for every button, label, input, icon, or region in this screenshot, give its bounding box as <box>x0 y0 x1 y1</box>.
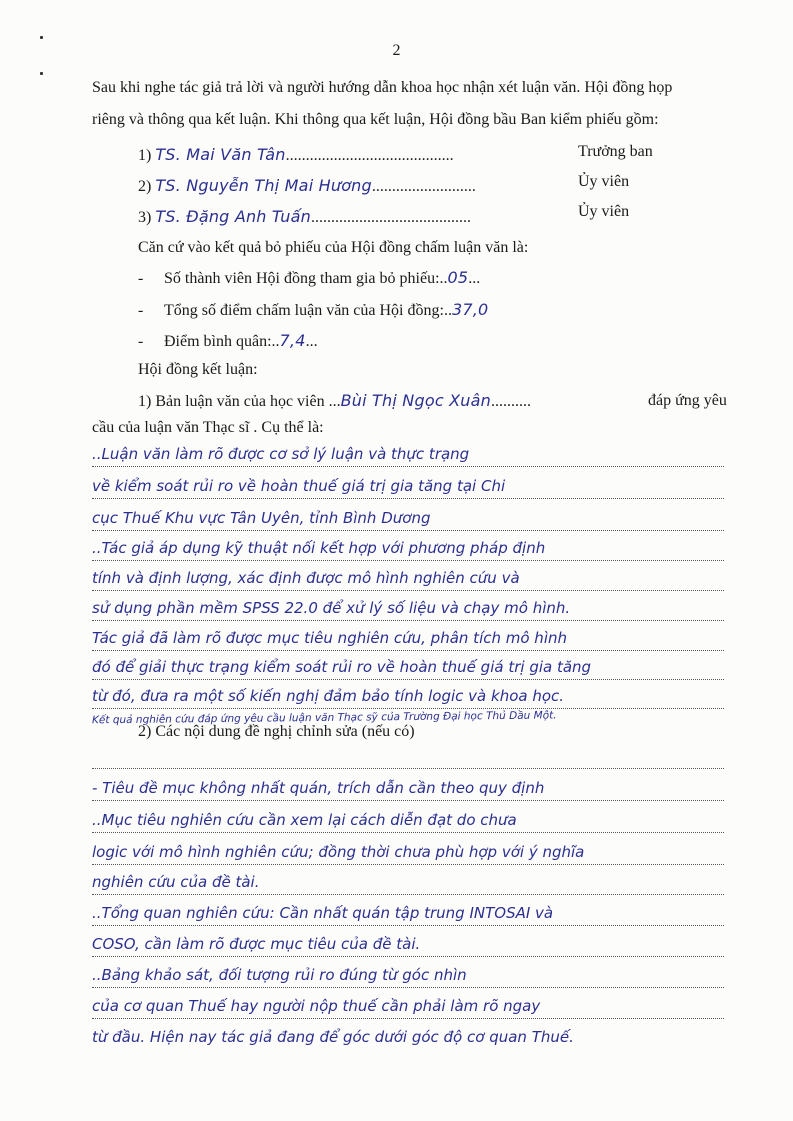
student-name-handwritten: Bùi Thị Ngọc Xuân <box>340 391 491 410</box>
assessment-line: sử dụng phần mềm SPSS 22.0 để xử lý số liệu và chạy mô hình. <box>92 598 724 621</box>
revision-line: từ đầu. Hiện nay tác giả đang để góc dưới góc độ cơ quan Thuế. <box>92 1028 574 1046</box>
item1-line-2: cầu của luận văn Thạc sĩ . Cụ thể là: <box>92 419 324 436</box>
member-number: 3) <box>138 209 152 226</box>
vote-label: Tổng số điểm chấm luận văn của Hội đồng:.. <box>164 302 452 319</box>
item1-prefix: 1) Bản luận văn của học viên ... <box>138 393 341 410</box>
item1-line-1 <box>138 391 531 412</box>
intro-line-1: Sau khi nghe tác giả trả lời và người hướng dẫn khoa học nhận xét luận văn. Hội đồng họp <box>92 79 673 96</box>
assessment-line: Tác giả đã làm rõ được mục tiêu nghiên cứu, phân tích mô hình <box>92 628 724 651</box>
member-number: 1) <box>138 147 152 164</box>
scan-mark <box>40 72 43 75</box>
assessment-line: tính và định lượng, xác định được mô hình nghiên cứu và <box>92 568 724 591</box>
intro-line-2: riêng và thông qua kết luận. Khi thông qua kết luận, Hội đồng bầu Ban kiểm phiếu gồm: <box>92 111 659 128</box>
vote-value-handwritten: 05 <box>447 268 469 287</box>
vote-label: Điểm bình quân:.. <box>164 333 280 350</box>
assessment-line: ..Tác giả áp dụng kỹ thuật nối kết hợp với phương pháp định <box>92 538 724 561</box>
assessment-line: về kiểm soát rủi ro về hoàn thuế giá trị gia tăng tại Chi <box>92 476 724 499</box>
dotted-leader: .......................................... <box>285 147 454 164</box>
vote-intro: Căn cứ vào kết quả bỏ phiếu của Hội đồng chấm luận văn là: <box>138 239 529 256</box>
assessment-line: từ đó, đưa ra một số kiến nghị đảm bảo tính logic và khoa học. <box>92 686 724 709</box>
vote-value-handwritten: 7,4 <box>279 331 306 350</box>
revision-line: ..Mục tiêu nghiên cứu cần xem lại cách diễn đạt do chưa <box>92 810 724 833</box>
dotted-leader: ........................................ <box>310 209 471 226</box>
member-number: 2) <box>138 178 152 195</box>
conclusion-heading: Hội đồng kết luận: <box>138 361 258 378</box>
revision-line <box>92 746 724 769</box>
dotted-leader: .......... <box>490 393 531 410</box>
member-2-role: Ủy viên <box>578 173 630 190</box>
vote-total-score: - Tổng số điểm chấm luận văn của Hội đồng:..37,0 <box>138 300 489 319</box>
member-3-role: Ủy viên <box>578 203 630 220</box>
vote-label: Số thành viên Hội đồng tham gia bỏ phiếu:.. <box>164 270 448 287</box>
member-1-role: Trưởng ban <box>578 143 653 160</box>
member-name-handwritten: TS. Nguyễn Thị Mai Hương <box>155 176 372 195</box>
revision-line: của cơ quan Thuế hay người nộp thuế cần phải làm rõ ngay <box>92 996 724 1019</box>
revision-line: logic với mô hình nghiên cứu; đồng thời chưa phù hợp với ý nghĩa <box>92 842 724 865</box>
assessment-line: đó để giải thực trạng kiểm soát rủi ro về hoàn thuế giá trị gia tăng <box>92 657 724 680</box>
member-1 <box>138 145 454 166</box>
member-3 <box>138 207 471 228</box>
assessment-line: cục Thuế Khu vực Tân Uyên, tỉnh Bình Dương <box>92 508 724 531</box>
member-name-handwritten: TS. Đặng Anh Tuấn <box>155 207 311 226</box>
assessment-note: Kết quả nghiên cứu đáp ứng yêu cầu luận văn Thạc sỹ của Trường Đại học Thủ Dầu Một. <box>91 709 557 727</box>
member-name-handwritten: TS. Mai Văn Tân <box>155 145 286 164</box>
dotted-leader: .......................... <box>371 178 476 195</box>
page-number: 2 <box>392 42 401 59</box>
vote-value-handwritten: 37,0 <box>451 300 489 319</box>
member-2 <box>138 176 476 197</box>
dotted-leader: ... <box>468 270 481 287</box>
item1-suffix: đáp ứng yêu <box>648 392 727 409</box>
item2-label: 2) Các nội dung đề nghị chỉnh sửa (nếu có) <box>138 723 415 740</box>
scan-mark <box>40 36 43 39</box>
revision-line: ..Tổng quan nghiên cứu: Cần nhất quán tập trung INTOSAI và <box>92 903 724 926</box>
vote-participants: - Số thành viên Hội đồng tham gia bỏ phiếu:..05... <box>138 268 481 287</box>
assessment-line: ..Luận văn làm rõ được cơ sở lý luận và thực trạng <box>92 444 724 467</box>
revision-line: COSO, cần làm rõ được mục tiêu của đề tài. <box>92 934 724 957</box>
revision-line: nghiên cứu của đề tài. <box>92 872 724 895</box>
dotted-leader: ... <box>305 333 318 350</box>
revision-line: ..Bảng khảo sát, đối tượng rủi ro đúng từ góc nhìn <box>92 965 724 988</box>
vote-average: - Điểm bình quân:..7,4... <box>138 331 318 350</box>
revision-line: - Tiêu đề mục không nhất quán, trích dẫn cần theo quy định <box>92 778 724 801</box>
